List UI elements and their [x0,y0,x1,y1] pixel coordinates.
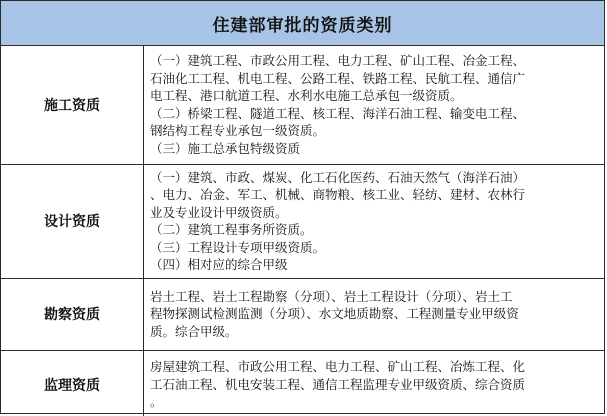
description-line: 。 [150,394,163,410]
description-line: 、电力、冶金、军工、机械、商物粮、核工业、轻纺、建材、农林行 [150,187,526,202]
category-cell: 施工资质 [1,46,144,164]
category-cell: 设计资质 [1,164,144,278]
description-line: （三）工程设计专项甲级资质。 [150,239,326,255]
table-row [1,350,604,416]
description-line: 电工程、港口航道工程、水利水电施工总承包一级资质。 [150,88,463,104]
description-line: （四）相对应的综合甲级 [150,257,288,272]
category-cell: 监理资质 [1,350,144,416]
category-cell: 勘察资质 [1,278,144,350]
description-line: 石油化工工程、机电工程、公路工程、铁路工程、民航工程、通信广 [150,70,526,86]
description-cell [144,46,605,164]
description-line: （一）建筑工程、市政公用工程、电力工程、矿山工程、冶金工程、 [150,53,526,69]
description-line: 程物探测试检测监测（分项）、水文地质勘察、工程测量专业甲级资 [150,306,519,322]
description-cell [144,350,605,416]
description-line: （一）建筑、市政、煤炭、化工石化医药、石油天然气（海洋石油） [150,169,526,185]
description-cell [144,278,605,350]
description-line: 业及专业设计甲级资质。 [150,204,288,220]
description-line: 工石油工程、机电安装工程、通信工程监理专业甲级资质、综合资质 [150,376,526,392]
description-line: 房屋建筑工程、市政公用工程、电力工程、矿山工程、冶炼工程、化 [150,359,526,375]
description-line: （二）建筑工程事务所资质。 [150,222,313,237]
table-title: 住建部审批的资质类别 [1,1,604,46]
description-line: 质。综合甲级。 [150,323,238,339]
table-row [1,46,604,164]
description-line: （三）施工总承包特级资质 [150,140,301,156]
description-cell [144,164,605,278]
qualification-grid [1,46,604,416]
table-row [1,164,604,278]
description-line: 岩土工程、岩土工程勘察（分项）、岩土工程设计（分项）、岩土工 [150,288,513,304]
table-row [1,278,604,350]
description-line: 钢结构工程专业承包一级资质。 [150,123,326,139]
description-line: （二）桥梁工程、隧道工程、核工程、海洋石油工程、输变电工程、 [150,105,526,121]
